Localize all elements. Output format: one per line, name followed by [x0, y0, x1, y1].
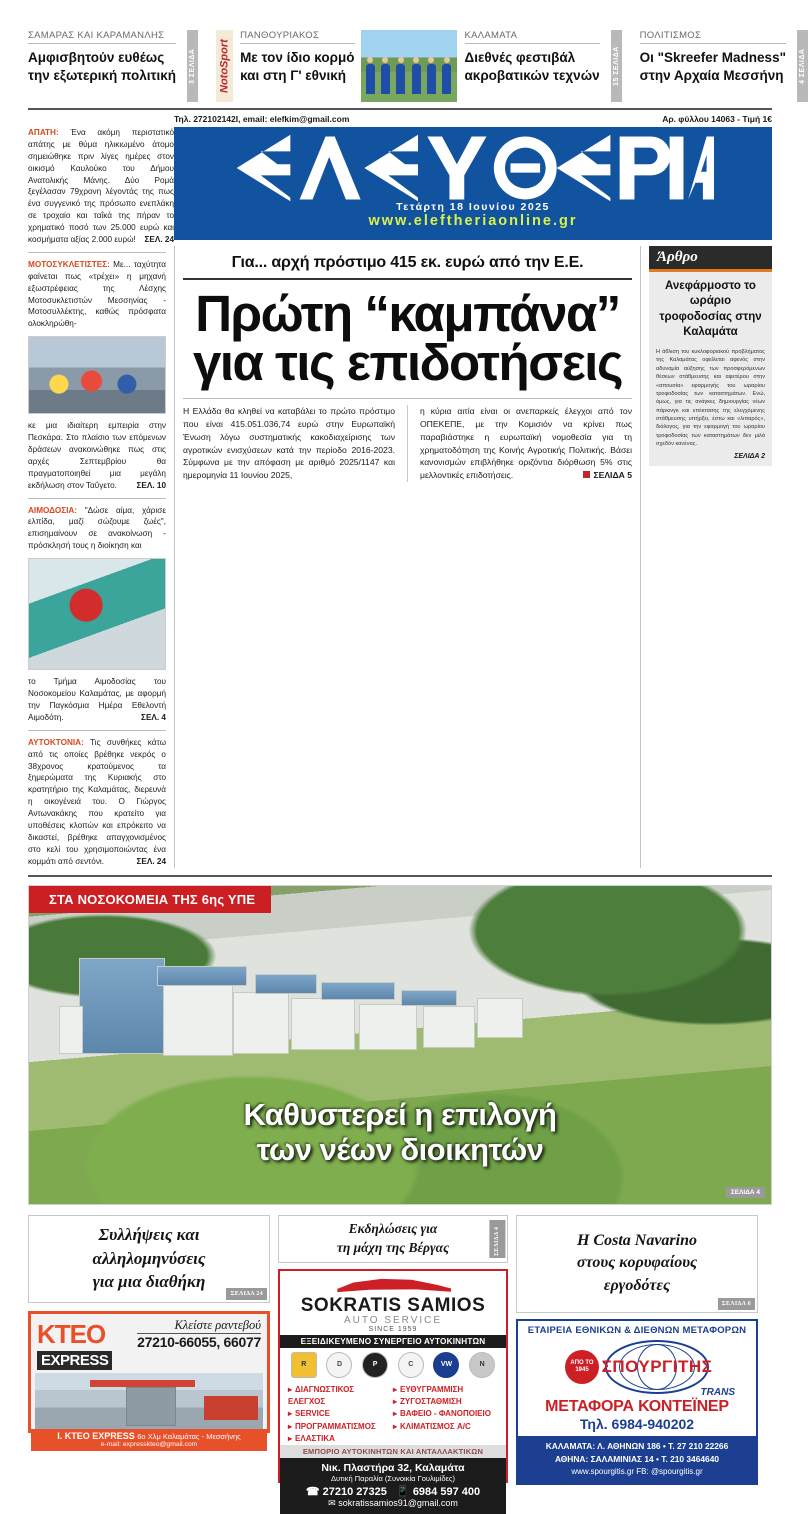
lead-headline-line2: για τις επιδοτήσεις: [193, 334, 622, 392]
lead-subheadline: Για... αρχή πρόστιμο 415 εκ. ευρώ από την Ε.Ε.: [183, 246, 632, 280]
samios-subtitle: AUTO SERVICE: [343, 1314, 443, 1326]
promo-verga-battle[interactable]: [278, 1215, 508, 1263]
lead-headline-line1: Πρώτη “καμπάνα”: [195, 284, 620, 342]
kteo-facility-photo: [35, 1373, 263, 1429]
page-tab-badge: 3 ΣΕΛΙΔΑ: [187, 30, 198, 102]
promo-line3: για μια διαθήκη: [92, 1272, 206, 1292]
brief-item[interactable]: [28, 731, 166, 868]
samios-brand-logos: [280, 1348, 506, 1382]
brand-logo-citroen: C: [398, 1352, 424, 1378]
ad-sokratis-samios[interactable]: [278, 1269, 508, 1509]
lead-page-ref[interactable]: ΣΕΛΙΔΑ 5: [583, 469, 632, 482]
service-item: ▸ ΕΥΘΥΓΡΑΜΜΙΣΗ: [393, 1384, 498, 1396]
teaser-headline-line1: Με τον ίδιο κορμό: [240, 50, 355, 65]
brief-item[interactable]: [28, 253, 166, 330]
mobile-icon: 📱: [396, 1486, 410, 1499]
brand-logo-peugeot: P: [362, 1352, 388, 1378]
samios-specialty-bar: ΕΞΕΙΔΙΚΕΥΜΕΝΟ ΣΥΝΕΡΓΕΙΟ ΑΥΤΟΚΙΝΗΤΩΝ: [280, 1335, 506, 1348]
promo-column-left: [28, 1215, 270, 1485]
brief-text: το Τμήμα Αιμοδοσίας του Νοσοκομείου Καλαμάτας, με αφορμή την Παγκόσμια Ημέρα Εθελοντή Αιμοδότη.: [28, 677, 166, 722]
kteo-subname: EXPRESS: [37, 1351, 112, 1370]
brief-text: Τις συνθήκες κάτω από τις οποίες βρέθηκε νεκρός ο 38χρονος κρατούμενος τα ξημερώματα της Κυριακής στο κρατητήριο της Καλαμάτας, διερευνά η οικογένειά του. Ο Γιώργος Αντωνακάκης που κρατείτο για υποθέσεις κλοπών και επρόκειτο να δικαστεί, βρέθηκε απαγχονισμένος στο κελί του χρησιμοποιώντας ένα κομμάτι από σεντόνι.: [28, 737, 166, 866]
article-page-ref[interactable]: ΣΕΛΙΔΑ 2: [734, 452, 765, 460]
spourgitis-branch-kalamata: ΚΑΛΑΜΑΤΑ: Λ. ΑΘΗΝΩΝ 186 • Τ. 27 210 22266: [545, 1441, 729, 1452]
brief-kicker: ΜΟΤΟΣΥΚΛΕΤΙΣΤΕΣ:: [28, 259, 110, 269]
promo-column-middle: [278, 1215, 508, 1509]
article-title: Ανεφάρμοστο το ωράριο τροφοδοσίας στην Καλαμάτα: [659, 279, 762, 339]
brief-text: Με... ταχύτητα φαίνεται πως «τρέχει» η μηχανή εξωστρέφειας της Λέσχης Μοτοσυκλετιστών Μεσσηνίας - Μοτοσυλλέκτης, καθώς πρόσφατα ολοκληρώθη-: [28, 259, 166, 329]
promo-line2: τη μάχη της Βέργας: [336, 1239, 450, 1255]
lead-body-text: [183, 399, 632, 482]
brief-text: "Δώσε αίμα, χάρισε ελπίδα, μαζί σώζουμε ζωές", επισημαίνουν σε ανακοίνωση - πρόσκλησή τους η διοίκηση και: [28, 505, 166, 551]
teaser-culture-skreefer[interactable]: [640, 30, 808, 102]
hero-page-ref[interactable]: ΣΕΛΙΔΑ 4: [726, 1187, 765, 1198]
brand-logo-dacia: D: [326, 1352, 352, 1378]
brief-item[interactable]: [28, 670, 166, 724]
notosport-logo: NotoSport: [216, 30, 233, 102]
article-body: Η άθλιση του κυκλοφοριακού προβλήματος της Καλαμάτας οφείλεται αφενός στην αδυναμία αύξησης των προσφερόμενων θέσεων στάθμευσης και αφετέρου στην «απουσία» εφαρμογής του ωραρίου τροφοδοσίας των καταστημάτων. Ενώ, όμως, για τις ανάγκες δημιουργίας νέων πάρκινγκ και επέκτασης της ελεγχόμενης στάθμευσης υπήρξει, έστω και «λιπαρός», διάλογος, για την εφαρμογή του ωραρίου τροφοδοσίας των καταστημάτων δεν μιλά σχεδόν κανένας.: [656, 348, 765, 448]
bottom-promo-ads-row: [28, 1215, 772, 1509]
bullet-square-icon: [583, 471, 590, 478]
promo-will-arrests[interactable]: [28, 1215, 270, 1303]
promo-costa-navarino[interactable]: [516, 1215, 758, 1313]
teaser-kicker: ΣΑΜΑΡΑΣ ΚΑΙ ΚΑΡΑΜΑΝΛΗΣ: [28, 30, 176, 44]
masthead-logo: [233, 131, 714, 205]
promo-line1: Εκδηλώσεις για: [348, 1220, 438, 1236]
blood-donation-photo: [28, 558, 166, 670]
spourgitis-web[interactable]: www.spourgitis.gr FB: @spourgitis.gr: [571, 1466, 703, 1476]
spourgitis-seal: ΑΠΟ ΤΟ 1945: [565, 1350, 599, 1384]
hero-caption-line2: των νέων διοικητών: [256, 1131, 544, 1167]
brief-page-ref: ΣΕΛ. 24: [144, 235, 174, 245]
promo-line1: Η Costa Navarino: [576, 1231, 697, 1249]
kteo-name: KTEO: [37, 1318, 106, 1349]
promo-column-right: [516, 1215, 758, 1485]
hero-photo-hospital[interactable]: [28, 885, 772, 1205]
brief-kicker: ΑΙΜΟΔΟΣΙΑ:: [28, 505, 78, 515]
samios-services-left: [288, 1384, 393, 1446]
brief-item: [28, 127, 174, 246]
teaser-headline-line2: την εξωτερική πολιτική: [28, 67, 177, 83]
promo-line2: αλληλομηνύσεις: [92, 1248, 206, 1268]
service-item: ▸ ΒΑΦΕΙΟ - ΦΑΝΟΠΟΙΕΙΟ: [393, 1408, 498, 1420]
samios-services-right: [393, 1384, 498, 1446]
page-tab-badge: 4 ΣΕΛΙΔΑ: [797, 30, 808, 102]
service-item: ▸ ΚΛΙΜΑΤΙΣΜΟΣ A/C: [393, 1421, 498, 1433]
brief-text: κε μια ιδιαίτερη εμπειρία στην Πεσκάρα. Στο πλαίσιο των επόμενων δράσεων ανακοινώθηκε πως στις αρχές Σεπτεμβρίου θα πραγματοποιηθεί μια μεγάλη εκδήλωση στον Ταΰγετο.: [28, 421, 166, 490]
samios-trade-strip: ΕΜΠΟΡΙΟ ΑΥΤΟΚΙΝΗΤΩΝ ΚΑΙ ΑΝΤΑΛΛΑΚΤΙΚΩΝ: [280, 1445, 506, 1458]
teaser-headline-line1: Οι "Skreefer Madness": [639, 50, 786, 65]
teaser-kicker: ΚΑΛΑΜΑΤΑ: [465, 30, 600, 44]
ad-spourgitis-trans[interactable]: [516, 1319, 758, 1485]
hospital-buildings: [59, 948, 579, 1098]
promo-page-ref: ΣΕΛΙΔΑ 4: [489, 1220, 505, 1258]
kteo-logo: [37, 1318, 106, 1349]
kteo-phones[interactable]: 27210-66055, 66077: [137, 1333, 261, 1350]
team-photo: [361, 30, 457, 102]
car-silhouette-icon: [335, 1275, 451, 1295]
spourgitis-phone[interactable]: Τηλ. 6984-940202: [579, 1415, 695, 1432]
lead-headline[interactable]: [183, 280, 632, 394]
teaser-sports-panthouriakos[interactable]: [216, 30, 360, 102]
brand-logo-vw: VW: [433, 1352, 459, 1378]
teaser-headline-line2: στην Αρχαία Μεσσήνη: [639, 67, 784, 83]
divider: [28, 875, 772, 877]
globe-icon: [601, 1340, 735, 1398]
service-item: ▸ ΠΡΟΓΡΑΜΜΑΤΙΣΜΟΣ: [288, 1421, 393, 1433]
brief-kicker: ΑΥΤΟΚΤΟΝΙΑ:: [28, 737, 84, 747]
samios-services: [280, 1382, 506, 1446]
samios-phone2[interactable]: 6984 597 400: [412, 1486, 481, 1499]
hero-caption: [29, 1098, 771, 1167]
lead-body-left: Η Ελλάδα θα κληθεί να καταβάλει το πρώτο πρόστιμο που είναι 415.051.036,74 ευρώ στην Ευρωπαϊκή Ένωση λόγω συστηματικής κακοδιαχείρισης των αγροτικών ενισχύσεων κατά την περίοδο 2016-2023. Σύμφωνα με την απόφαση με αριθμό 2025/1147 και ημερομηνία 11 Ιουνίου 2025,: [183, 405, 395, 481]
service-item: ▸ ΖΥΓΟΣΤΑΘΜΙΣΗ: [393, 1396, 498, 1408]
service-item: ▸ SERVICE: [288, 1408, 393, 1420]
kteo-call-label: Κλείστε ραντεβού: [137, 1318, 261, 1334]
teaser-headline-line2: και στη Γ' εθνική: [240, 67, 347, 83]
envelope-icon: ✉: [328, 1498, 336, 1509]
motorcycle-club-photo: [28, 336, 166, 414]
samios-address: Νικ. Πλαστήρα 32, Καλαμάτα: [321, 1462, 465, 1475]
kteo-footer-location: 6ο Χλμ Καλαμάτας - Μεσσήνης: [137, 1431, 241, 1441]
service-item: ▸ ΕΛΑΣΤΙΚΑ: [288, 1433, 393, 1445]
samios-name: SOKRATIS SAMIOS: [300, 1294, 486, 1316]
masthead-banner: [174, 127, 772, 240]
teaser-politics-samaras[interactable]: [28, 30, 198, 102]
service-item: ▸ ΔΙΑΓΝΩΣΤΙΚΟΣ ΕΛΕΓΧΟΣ: [288, 1384, 393, 1409]
article-label: Άρθρο: [649, 246, 772, 272]
hero-caption-line1: Καθυστερεί η επιλογή: [243, 1097, 557, 1133]
kteo-footer-email[interactable]: e-mail: expresskteo@gmail.com: [100, 1440, 198, 1448]
promo-page-ref: ΣΕΛΙΔΑ 6: [718, 1298, 755, 1309]
website-url[interactable]: www.eleftheriaonline.gr: [368, 213, 578, 229]
brief-text: Ένα ακόμη περιστατικό απάτης με θύμα ηλικιωμένο άτομο σημειώθηκε πριν λίγες ημέρες στον οικισμό Καυλούκο του Δήμου Ανατολικής Μάνης. Δύο Ρομά ξεγέλασαν 79χρονη λέγοντάς της πως ένα συγγενικό της πρόσωπο ενεπλάκη σε τροχαίο και ταΐκά της πήραν το χρηματικό ποσό των 25.000 ευρώ και κοσμήματα αξίας 2.000 ευρώ!: [28, 128, 174, 245]
spourgitis-header: ΕΤΑΙΡΕΙΑ ΕΘΝΙΚΩΝ & ΔΙΕΘΝΩΝ ΜΕΤΑΦΟΡΩΝ: [527, 1324, 747, 1336]
brief-page-ref: ΣΕΛ. 4: [141, 712, 166, 722]
page-tab-badge: 15 ΣΕΛΙΔΑ: [611, 30, 622, 102]
samios-since: SINCE 1959: [368, 1325, 418, 1333]
brand-logo-renault: R: [291, 1352, 317, 1378]
brief-item[interactable]: [28, 499, 166, 553]
lead-story-column: [174, 246, 640, 868]
left-column-top: [28, 127, 174, 246]
top-teaser-strip: [28, 30, 806, 102]
teaser-kalamata-festival[interactable]: [465, 30, 622, 102]
opinion-article-column: [640, 246, 772, 868]
publication-date: Τετάρτη 18 Ιουνίου 2025: [396, 201, 550, 213]
samios-phone1[interactable]: 27210 27325: [322, 1486, 387, 1499]
phone-icon: ☎: [305, 1486, 320, 1499]
brief-page-ref: ΣΕΛ. 24: [136, 856, 166, 866]
promo-line2: στους κορυφαίους: [576, 1254, 698, 1272]
teaser-headline-line2: ακροβατικών τεχνών: [464, 67, 600, 83]
newspaper-front-page: [0, 30, 806, 1509]
samios-address-detail: Δυτική Παραλία (Συνοικία Γουλιμίδες): [330, 1474, 456, 1484]
promo-line1: Συλλήψεις και: [98, 1224, 200, 1244]
spourgitis-branch-athens: ΑΘΗΝΑ: ΣΑΛΑΜΙΝΙΑΣ 14 • Τ. 210 3464640: [554, 1453, 720, 1464]
brand-logo-nissan: N: [469, 1352, 495, 1378]
issue-info: Αρ. φύλλου 14063 - Τιμή 1€: [662, 114, 772, 124]
brief-kicker: ΑΠΑΤΗ:: [28, 128, 59, 137]
brief-page-ref: ΣΕΛ. 10: [136, 480, 166, 490]
masthead-row: [28, 127, 772, 246]
teaser-kicker: ΠΑΝΘΟΥΡΙΑΚΟΣ: [240, 30, 354, 44]
promo-page-ref: ΣΕΛΙΔΑ 24: [226, 1288, 267, 1299]
left-sidebar-column: [28, 246, 174, 868]
ad-kteo-express[interactable]: [28, 1311, 270, 1448]
teaser-headline-line1: Αμφισβητούν ευθέως: [28, 50, 165, 65]
lead-body-right-text: η κύρια αιτία είναι οι ανεπαρκείς έλεγχοι από τον ΟΠΕΚΕΠΕ, με την Κομισιόν να κρίνει πως παραβιάστηκε η ευρωπαϊκή νομοθεσία για τη χρηματοδότηση της Κοινής Αγροτικής Πολιτικής. Βάσει κανονισμών επιβλήθηκε οριζόντια διόρθωση 5% στις μελλοντικές επιδοτήσεις.: [420, 405, 632, 481]
brief-item[interactable]: [28, 414, 166, 491]
kteo-footer-name: Ι. KTEO EXPRESS: [57, 1430, 135, 1441]
masthead-info-row: [28, 110, 772, 127]
article-box[interactable]: [649, 272, 772, 466]
lead-body-right: [407, 405, 632, 482]
contact-info: Τηλ. 272102142I, email: elefkim@gmail.com: [174, 114, 350, 124]
spourgitis-service: ΜΕΤΑΦΟΡΑ ΚΟΝΤΕΪΝΕΡ: [545, 1397, 729, 1415]
hero-badge: ΣΤΑ ΝΟΣΟΚΟΜΕΙΑ ΤΗΣ 6ης ΥΠΕ: [29, 886, 271, 913]
samios-email[interactable]: sokratissamios91@gmail.com: [338, 1498, 458, 1509]
teaser-headline-line1: Διεθνές φεστιβάλ: [464, 50, 576, 65]
spourgitis-name: ΣΠΟΥΡΓΙΤΗΣ: [601, 1356, 713, 1376]
spourgitis-subname: TRANS: [700, 1386, 735, 1398]
promo-line3: εργοδότες: [603, 1276, 671, 1294]
teaser-kicker: ΠΟΛΙΤΙΣΜΟΣ: [640, 30, 786, 44]
main-body-grid: [28, 246, 772, 868]
